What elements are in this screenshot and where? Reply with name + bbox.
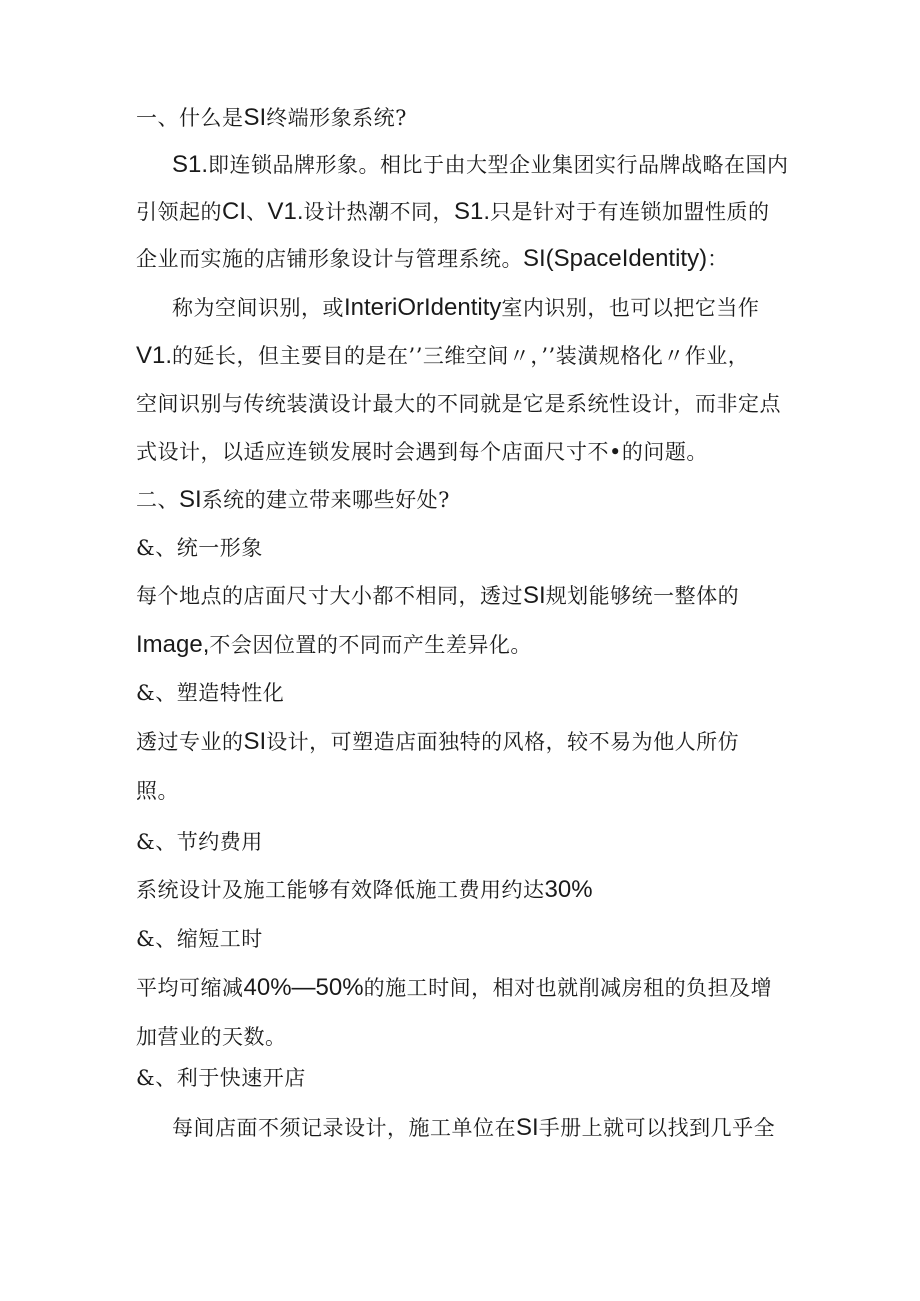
paragraph-line bbox=[136, 1022, 287, 1052]
text-segment: S1. bbox=[172, 151, 209, 178]
text-segment: 空间识别与传统装潢设计最大的不同就是它是系统性设计，而非定点 bbox=[136, 392, 781, 416]
text-segment: 照。 bbox=[136, 779, 179, 803]
paragraph-line bbox=[172, 293, 759, 323]
text-segment: 的施工时间，相对也就削减房租的负担及增 bbox=[363, 976, 773, 1000]
paragraph-line bbox=[172, 150, 789, 180]
paragraph-line bbox=[136, 630, 532, 660]
paragraph-line bbox=[136, 776, 179, 806]
benefit-heading bbox=[136, 1063, 306, 1093]
text-segment: 引领起的 bbox=[136, 200, 222, 224]
text-segment: 的延长，但主要目的是在’’三维空间〃，’’装潢规格化〃作业， bbox=[172, 344, 750, 368]
text-segment: 二、 bbox=[136, 488, 179, 512]
text-segment: &、塑造特性化 bbox=[136, 681, 285, 705]
paragraph-line bbox=[136, 973, 772, 1003]
section-heading-2 bbox=[136, 485, 450, 515]
text-segment: 一、什么是 bbox=[136, 106, 244, 130]
text-segment: SI bbox=[243, 104, 267, 131]
text-segment: V1. bbox=[136, 342, 173, 369]
benefit-heading bbox=[136, 678, 284, 708]
text-segment: V1. bbox=[267, 198, 304, 225]
text-segment: 40%—50% bbox=[243, 974, 364, 1001]
text-segment: InteriOrIdentity bbox=[344, 294, 502, 321]
text-segment: 手册上就可以找到几乎全 bbox=[538, 1116, 776, 1140]
text-segment: 设计，可塑造店面独特的风格，较不易为他人所仿 bbox=[266, 730, 740, 754]
text-segment: SI bbox=[516, 1114, 539, 1141]
text-segment: 规划能够统一整体的 bbox=[545, 584, 740, 608]
paragraph-line bbox=[172, 1113, 775, 1143]
text-segment: &、节约费用 bbox=[136, 830, 263, 854]
text-segment: 平均可缩减 bbox=[136, 976, 244, 1000]
text-segment: SI(SpaceIdentity) bbox=[523, 245, 708, 272]
text-segment: &、缩短工时 bbox=[136, 927, 263, 951]
paragraph-line bbox=[136, 244, 729, 274]
text-segment: S1. bbox=[454, 198, 491, 225]
benefit-heading bbox=[136, 827, 263, 857]
section-heading-1 bbox=[136, 103, 407, 133]
text-segment: 每个地点的店面尺寸大小都不相同，透过 bbox=[136, 584, 523, 608]
paragraph-line bbox=[136, 875, 593, 905]
text-segment: 不会因位置的不同而产生差异化。 bbox=[209, 633, 532, 657]
text-segment: 式设计，以适应连锁发展时会遇到每个店面尺寸不•的问题。 bbox=[136, 440, 708, 464]
paragraph-line bbox=[136, 437, 708, 467]
text-segment: SI bbox=[179, 486, 202, 513]
paragraph-line bbox=[136, 197, 770, 227]
text-segment: 室内识别，也可以把它当作 bbox=[501, 296, 760, 320]
text-segment: 、 bbox=[246, 200, 268, 224]
text-segment: 30% bbox=[544, 876, 593, 903]
text-segment: 透过专业的 bbox=[136, 730, 244, 754]
text-segment: &、统一形象 bbox=[136, 536, 263, 560]
text-segment: Image, bbox=[136, 631, 210, 658]
text-segment: 称为空间识别，或 bbox=[172, 296, 344, 320]
paragraph-line bbox=[136, 341, 749, 371]
text-segment: ： bbox=[707, 247, 729, 271]
text-segment: 终端形象系统? bbox=[266, 106, 407, 130]
text-segment: 系统的建立带来哪些好处? bbox=[201, 488, 450, 512]
text-segment: 每间店面不须记录设计，施工单位在 bbox=[172, 1116, 516, 1140]
text-segment: 系统设计及施工能够有效降低施工费用约达 bbox=[136, 878, 545, 902]
paragraph-line bbox=[136, 389, 781, 419]
paragraph-line bbox=[136, 581, 739, 611]
text-segment: CI bbox=[222, 198, 246, 225]
text-segment: SI bbox=[523, 582, 546, 609]
benefit-heading bbox=[136, 533, 263, 563]
text-segment: 企业而实施的店铺形象设计与管理系统。 bbox=[136, 247, 523, 271]
text-segment: 加营业的天数。 bbox=[136, 1025, 287, 1049]
text-segment: SI bbox=[243, 728, 267, 755]
benefit-heading bbox=[136, 924, 263, 954]
paragraph-line bbox=[136, 727, 739, 757]
text-segment: 只是针对于有连锁加盟性质的 bbox=[490, 200, 770, 224]
text-segment: &、利于快速开店 bbox=[136, 1066, 306, 1090]
text-segment: 设计热潮不同， bbox=[303, 200, 455, 224]
text-segment: 即连锁品牌形象。相比于由大型企业集团实行品牌战略在国内 bbox=[208, 153, 789, 177]
